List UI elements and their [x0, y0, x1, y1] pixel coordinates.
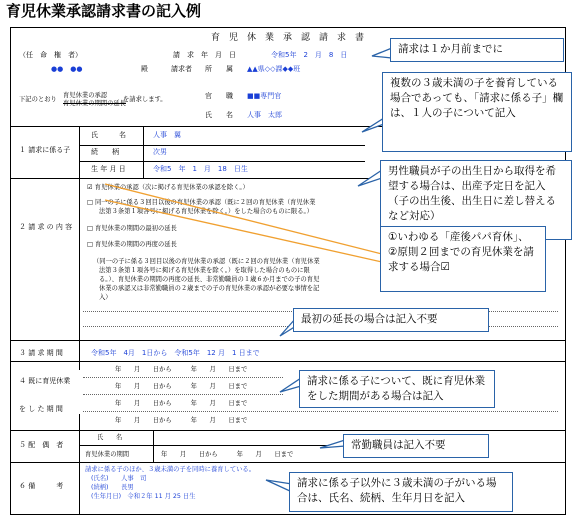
intro-prefix: 下記のとおり	[19, 96, 57, 103]
period-value: 令和5年 4月 1日から 令和5年 12 月 1 日まで	[91, 349, 260, 357]
sec3-label: ３ 請 求 期 間	[19, 349, 63, 357]
option-childcare-approval[interactable]: ☑ 育児休業の承認（次に掲げる育児休業の承認を除く。）	[87, 184, 249, 191]
option-third-leave-cont: 法第３条第１項各号に掲げる育児休業を除く。）をした場合のものに限る。）	[99, 208, 313, 215]
empty-box-icon: □	[87, 225, 93, 232]
sec4-row-2: 年 月 日から 年 月 日まで	[115, 383, 248, 390]
callout-previous-leave: 請求に係る子について、既に育児休業をした期間がある場合は記入	[299, 370, 495, 408]
position-value: ■■専門官	[247, 92, 282, 100]
sec4-label-2: を し た 期 間	[19, 405, 63, 413]
callout-other-children: 請求に係る子以外に３歳未満の子がいる場合は、氏名、続柄、生年月日を記入	[289, 472, 513, 512]
intro-suffix: を請求します。	[123, 96, 167, 103]
requester-label: 請求者	[171, 65, 192, 73]
sec1-label: １ 請求に係る子	[19, 146, 71, 154]
authority-label: （任 命 権 者）	[19, 51, 82, 59]
spouse-period-label: 育児休業の期間	[85, 451, 130, 458]
callout-first-extension: 最初の延長の場合は記入不要	[293, 308, 489, 332]
dono-label: 殿	[141, 65, 148, 73]
name-value: 人事 太郎	[247, 111, 282, 119]
callout-one-month: 請求は１か月前までに	[390, 38, 564, 62]
opt4-note-1: （同一の子に係る３回目以後の育児休業の承認（既に２回の育児休業（育児休業	[93, 258, 320, 265]
callout-multiple-children: 複数の３歳未満の子を養育している場合であっても、「請求に係る子」欄は、１人の子について記入	[382, 72, 572, 152]
opt4-note-5: 入）	[99, 294, 112, 301]
relation-value: 次男	[153, 148, 167, 156]
sec4-row-1: 年 月 日から 年 月 日まで	[115, 366, 248, 373]
affiliation-value: ▲▲県◇◇課◆◆班	[247, 65, 301, 73]
empty-box-icon: □	[87, 199, 93, 206]
sec2-label: ２ 請 求 の 内 容	[19, 223, 73, 231]
request-date-label: 請 求 年 月 日	[173, 51, 236, 59]
intro-line-2: 育児休業の期間の延長	[63, 100, 126, 107]
remarks-line-1: 請求に係る子のほか、３歳未満の子を同時に養育している。	[85, 466, 256, 473]
sec6-label: ６ 備 考	[19, 482, 64, 490]
empty-box-icon: □	[87, 241, 93, 248]
child-name-label: 氏 名	[91, 131, 126, 139]
remarks-line-2: (氏名) 人事 司	[91, 475, 147, 482]
remarks-line-3: (続柄) 長男	[91, 484, 134, 491]
sec5-label: ５ 配 偶 者	[19, 441, 64, 449]
opt4-note-2: 法第３条第１項各号に掲げる育児休業を除く。）を取得した場合のものに限	[99, 267, 310, 274]
opt4-note-4: 休業の承認又は非常勤職員の２歳までの子の育児休業の承認が必要な事情を記	[99, 285, 320, 292]
intro-line-1: 育児休業の承認	[63, 92, 108, 99]
child-name-value: 人事 翼	[153, 131, 181, 139]
position-label: 官 職	[205, 92, 233, 100]
sec4-row-4: 年 月 日から 年 月 日まで	[115, 417, 248, 424]
opt4-note-3: る。）、育児休業の期間の再度の延長、非常勤職員の１歳６か月までの子の育児	[99, 276, 320, 283]
affiliation-label: 所 属	[205, 65, 233, 73]
option-first-extension[interactable]: □ 育児休業の期間の最初の延長	[87, 225, 177, 232]
authority-value: ●● ●●	[51, 65, 83, 73]
callout-papa-leave: ①いわゆる「産後パパ育休」、②原則２回までの育児休業を請求する場合☑	[380, 226, 546, 292]
birth-label: 生 年 月 日	[91, 165, 126, 173]
name-label: 氏 名	[205, 111, 233, 119]
sec4-row-3: 年 月 日から 年 月 日まで	[115, 400, 248, 407]
request-date-value: 令和5年 2 月 8 日	[271, 51, 348, 59]
birth-value: 令和5 年 1 月 18 日生	[153, 165, 248, 173]
option-third-leave[interactable]: □ 同一の子に係る３回目以後の育児休業の承認（既に２回の育児休業（育児休業	[87, 199, 316, 206]
form-heading: 育 児 休 業 承 認 請 求 書	[211, 33, 365, 43]
page-title: 育児休業承認請求書の記入例	[6, 2, 202, 20]
spouse-period: 年 月 日から 年 月 日まで	[161, 451, 294, 458]
option-second-extension[interactable]: □ 育児休業の期間の再度の延長	[87, 241, 177, 248]
callout-birth-date: 男性職員が子の出生日から取得を希望する場合は、出産予定日を記入（子の出生後、出生日に差し替えるなど対応）	[380, 160, 572, 240]
checked-box-icon: ☑	[87, 184, 93, 191]
sec4-label-1: ４ 既に育児休業	[19, 377, 71, 385]
relation-label: 続 柄	[91, 148, 119, 156]
callout-full-time: 常勤職員は記入不要	[343, 434, 489, 458]
spouse-name-label: 氏 名	[97, 434, 123, 441]
remarks-line-4: (生年月日) 令和２年 11 月 25 日生	[91, 493, 196, 500]
